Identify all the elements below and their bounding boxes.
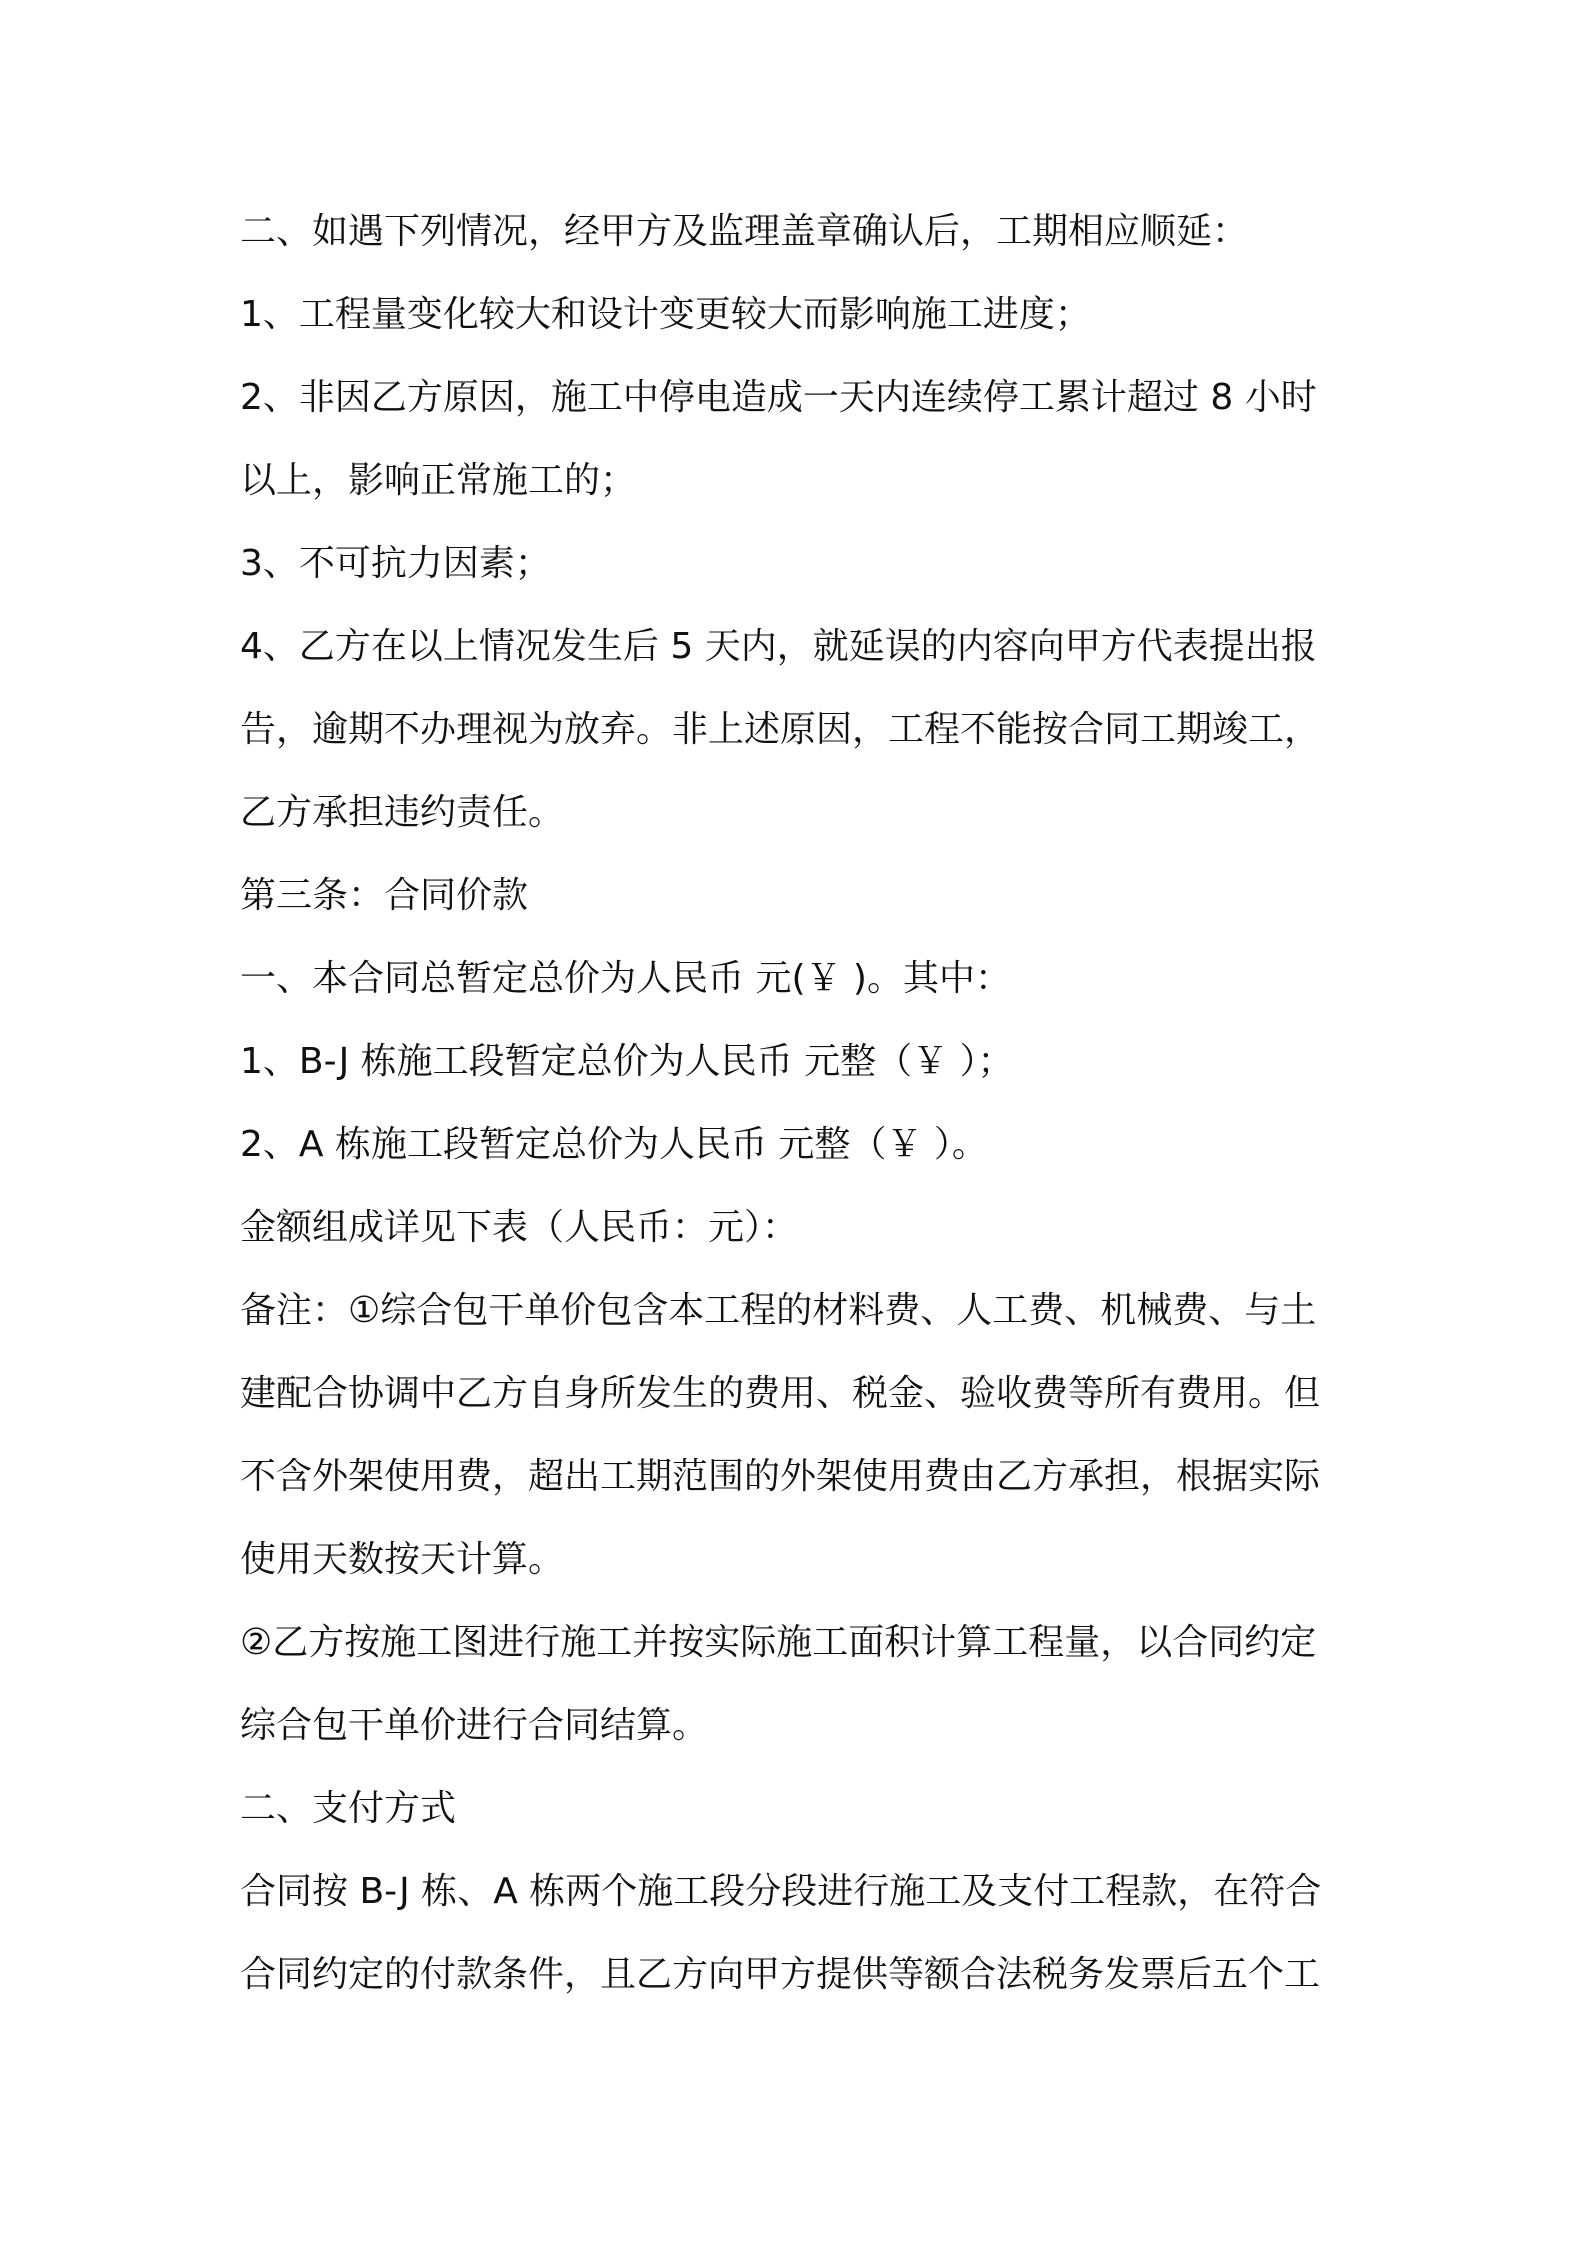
price-item-1: 1、B-J 栋施工段暂定总价为人民币 元整（￥ ）； bbox=[240, 1041, 1014, 1082]
payment-text: 合同按 B-J 栋、A 栋两个施工段分段进行施工及支付工程款，在符合 bbox=[240, 1871, 1322, 1912]
remark-2: ②乙方按施工图进行施工并按实际施工面积计算工程量，以合同约定 bbox=[240, 1622, 1317, 1663]
payment-heading: 二、支付方式 bbox=[240, 1788, 457, 1829]
remark-1-cont-3: 使用天数按天计算。 bbox=[240, 1539, 565, 1580]
clause-2-heading: 二、如遇下列情况，经甲方及监理盖章确认后，工期相应顺延： bbox=[240, 211, 1249, 252]
price-total: 一、本合同总暂定总价为人民币 元(￥ )。其中： bbox=[240, 958, 1011, 999]
payment-text-cont: 合同约定的付款条件，且乙方向甲方提供等额合法税务发票后五个工 bbox=[240, 1954, 1321, 1995]
price-item-2: 2、A 栋施工段暂定总价为人民币 元整（￥ ）。 bbox=[240, 1124, 988, 1165]
document-page bbox=[240, 190, 1360, 2016]
amount-composition: 金额组成详见下表（人民币：元）： bbox=[240, 1207, 799, 1248]
clause-item-4-cont-2: 乙方承担违约责任。 bbox=[240, 792, 565, 833]
remark-1-cont-2: 不含外架使用费，超出工期范围的外架使用费由乙方承担，根据实际 bbox=[240, 1456, 1321, 1497]
remark-1: 备注：①综合包干单价包含本工程的材料费、人工费、机械费、与土 bbox=[240, 1290, 1317, 1331]
clause-item-4-cont: 告，逾期不办理视为放弃。非上述原因，工程不能按合同工期竣工， bbox=[240, 709, 1321, 750]
clause-item-1: 1、工程量变化较大和设计变更较大而影响施工进度； bbox=[240, 294, 1091, 335]
clause-item-4: 4、乙方在以上情况发生后 5 天内，就延误的内容向甲方代表提出报 bbox=[240, 626, 1317, 667]
article-3-title: 第三条：合同价款 bbox=[240, 875, 529, 916]
remark-1-cont: 建配合协调中乙方自身所发生的费用、税金、验收费等所有费用。但 bbox=[240, 1373, 1321, 1414]
clause-item-3: 3、不可抗力因素； bbox=[240, 543, 551, 584]
remark-2-cont: 综合包干单价进行合同结算。 bbox=[240, 1705, 709, 1746]
clause-item-2: 2、非因乙方原因，施工中停电造成一天内连续停工累计超过 8 小时 bbox=[240, 377, 1317, 418]
clause-item-2-cont: 以上，影响正常施工的； bbox=[240, 460, 637, 501]
